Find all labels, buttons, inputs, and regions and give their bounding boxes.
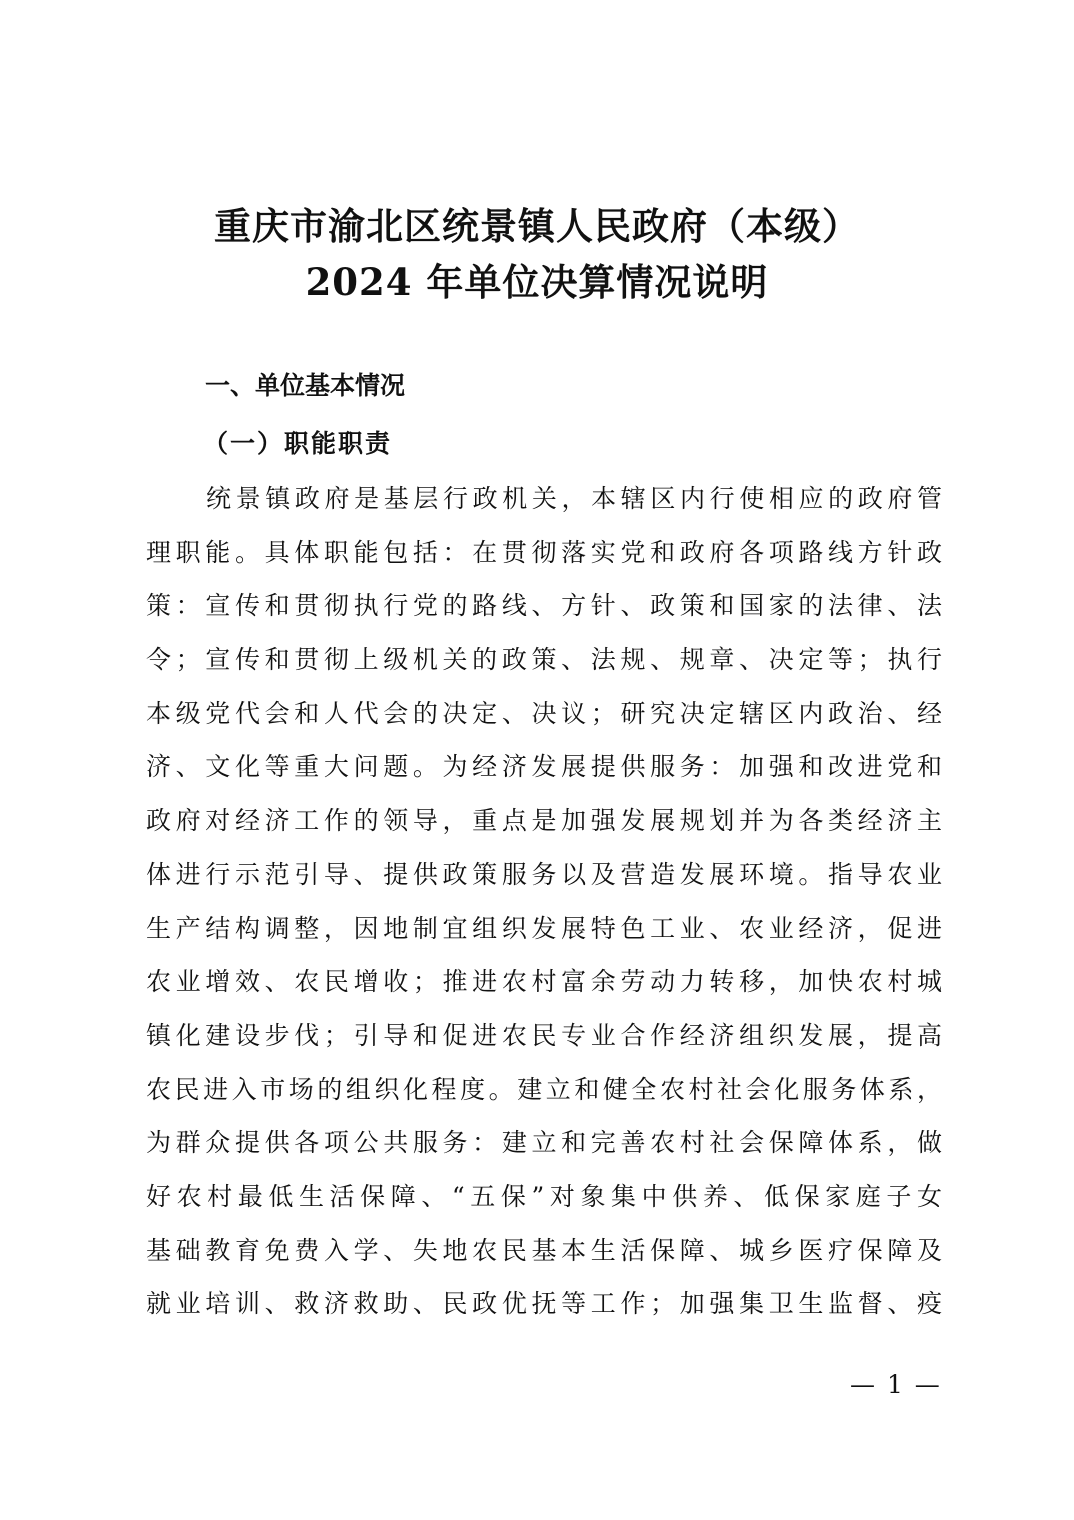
subsection-heading: （一）职能职责 [203, 429, 393, 458]
section-heading: 一、单位基本情况 [205, 371, 406, 400]
paragraph-line: 镇化建设步伐；引导和促进农民专业合作经济组织发展，提高 [146, 1020, 942, 1050]
paragraph-line: 令；宣传和贯彻上级机关的政策、法规、规章、决定等；执行 [146, 645, 942, 675]
paragraph-line: 好农村最低生活保障、“五保”对象集中供养、低保家庭子女 [146, 1181, 942, 1211]
paragraph-line: 体进行示范引导、提供政策服务以及营造发展环境。指导农业 [146, 859, 942, 889]
document-title-line1: 重庆市渝北区统景镇人民政府（本级） [214, 204, 860, 248]
paragraph-line: 济、文化等重大问题。为经济发展提供服务：加强和改进党和 [146, 752, 942, 782]
body-paragraph [146, 472, 942, 1331]
paragraph-line: 政府对经济工作的领导，重点是加强发展规划并为各类经济主 [146, 806, 942, 836]
paragraph-line: 统景镇政府是基层行政机关，本辖区内行使相应的政府管 [206, 484, 942, 513]
paragraph-line: 理职能。具体职能包括：在贯彻落实党和政府各项路线方针政 [146, 537, 942, 567]
paragraph-line: 策：宣传和贯彻执行党的路线、方针、政策和国家的法律、法 [146, 591, 942, 621]
page-number: — 1 — [850, 1370, 942, 1399]
paragraph-line: 农业增效、农民增收；推进农村富余劳动力转移，加快农村城 [146, 967, 942, 997]
paragraph-line: 生产结构调整，因地制宜组织发展特色工业、农业经济，促进 [146, 913, 942, 943]
paragraph-line: 农民进入市场的组织化程度。建立和健全农村社会化服务体系， [146, 1074, 942, 1104]
paragraph-line: 就业培训、救济救助、民政优抚等工作；加强集卫生监督、疫 [146, 1289, 942, 1319]
paragraph-line: 基础教育免费入学、失地农民基本生活保障、城乡医疗保障及 [146, 1235, 942, 1265]
paragraph-line: 本级党代会和人代会的决定、决议；研究决定辖区内政治、经 [146, 698, 942, 728]
paragraph-line: 为群众提供各项公共服务：建立和完善农村社会保障体系，做 [146, 1128, 942, 1158]
document-title-line2: 2024 年单位决算情况说明 [305, 260, 769, 304]
